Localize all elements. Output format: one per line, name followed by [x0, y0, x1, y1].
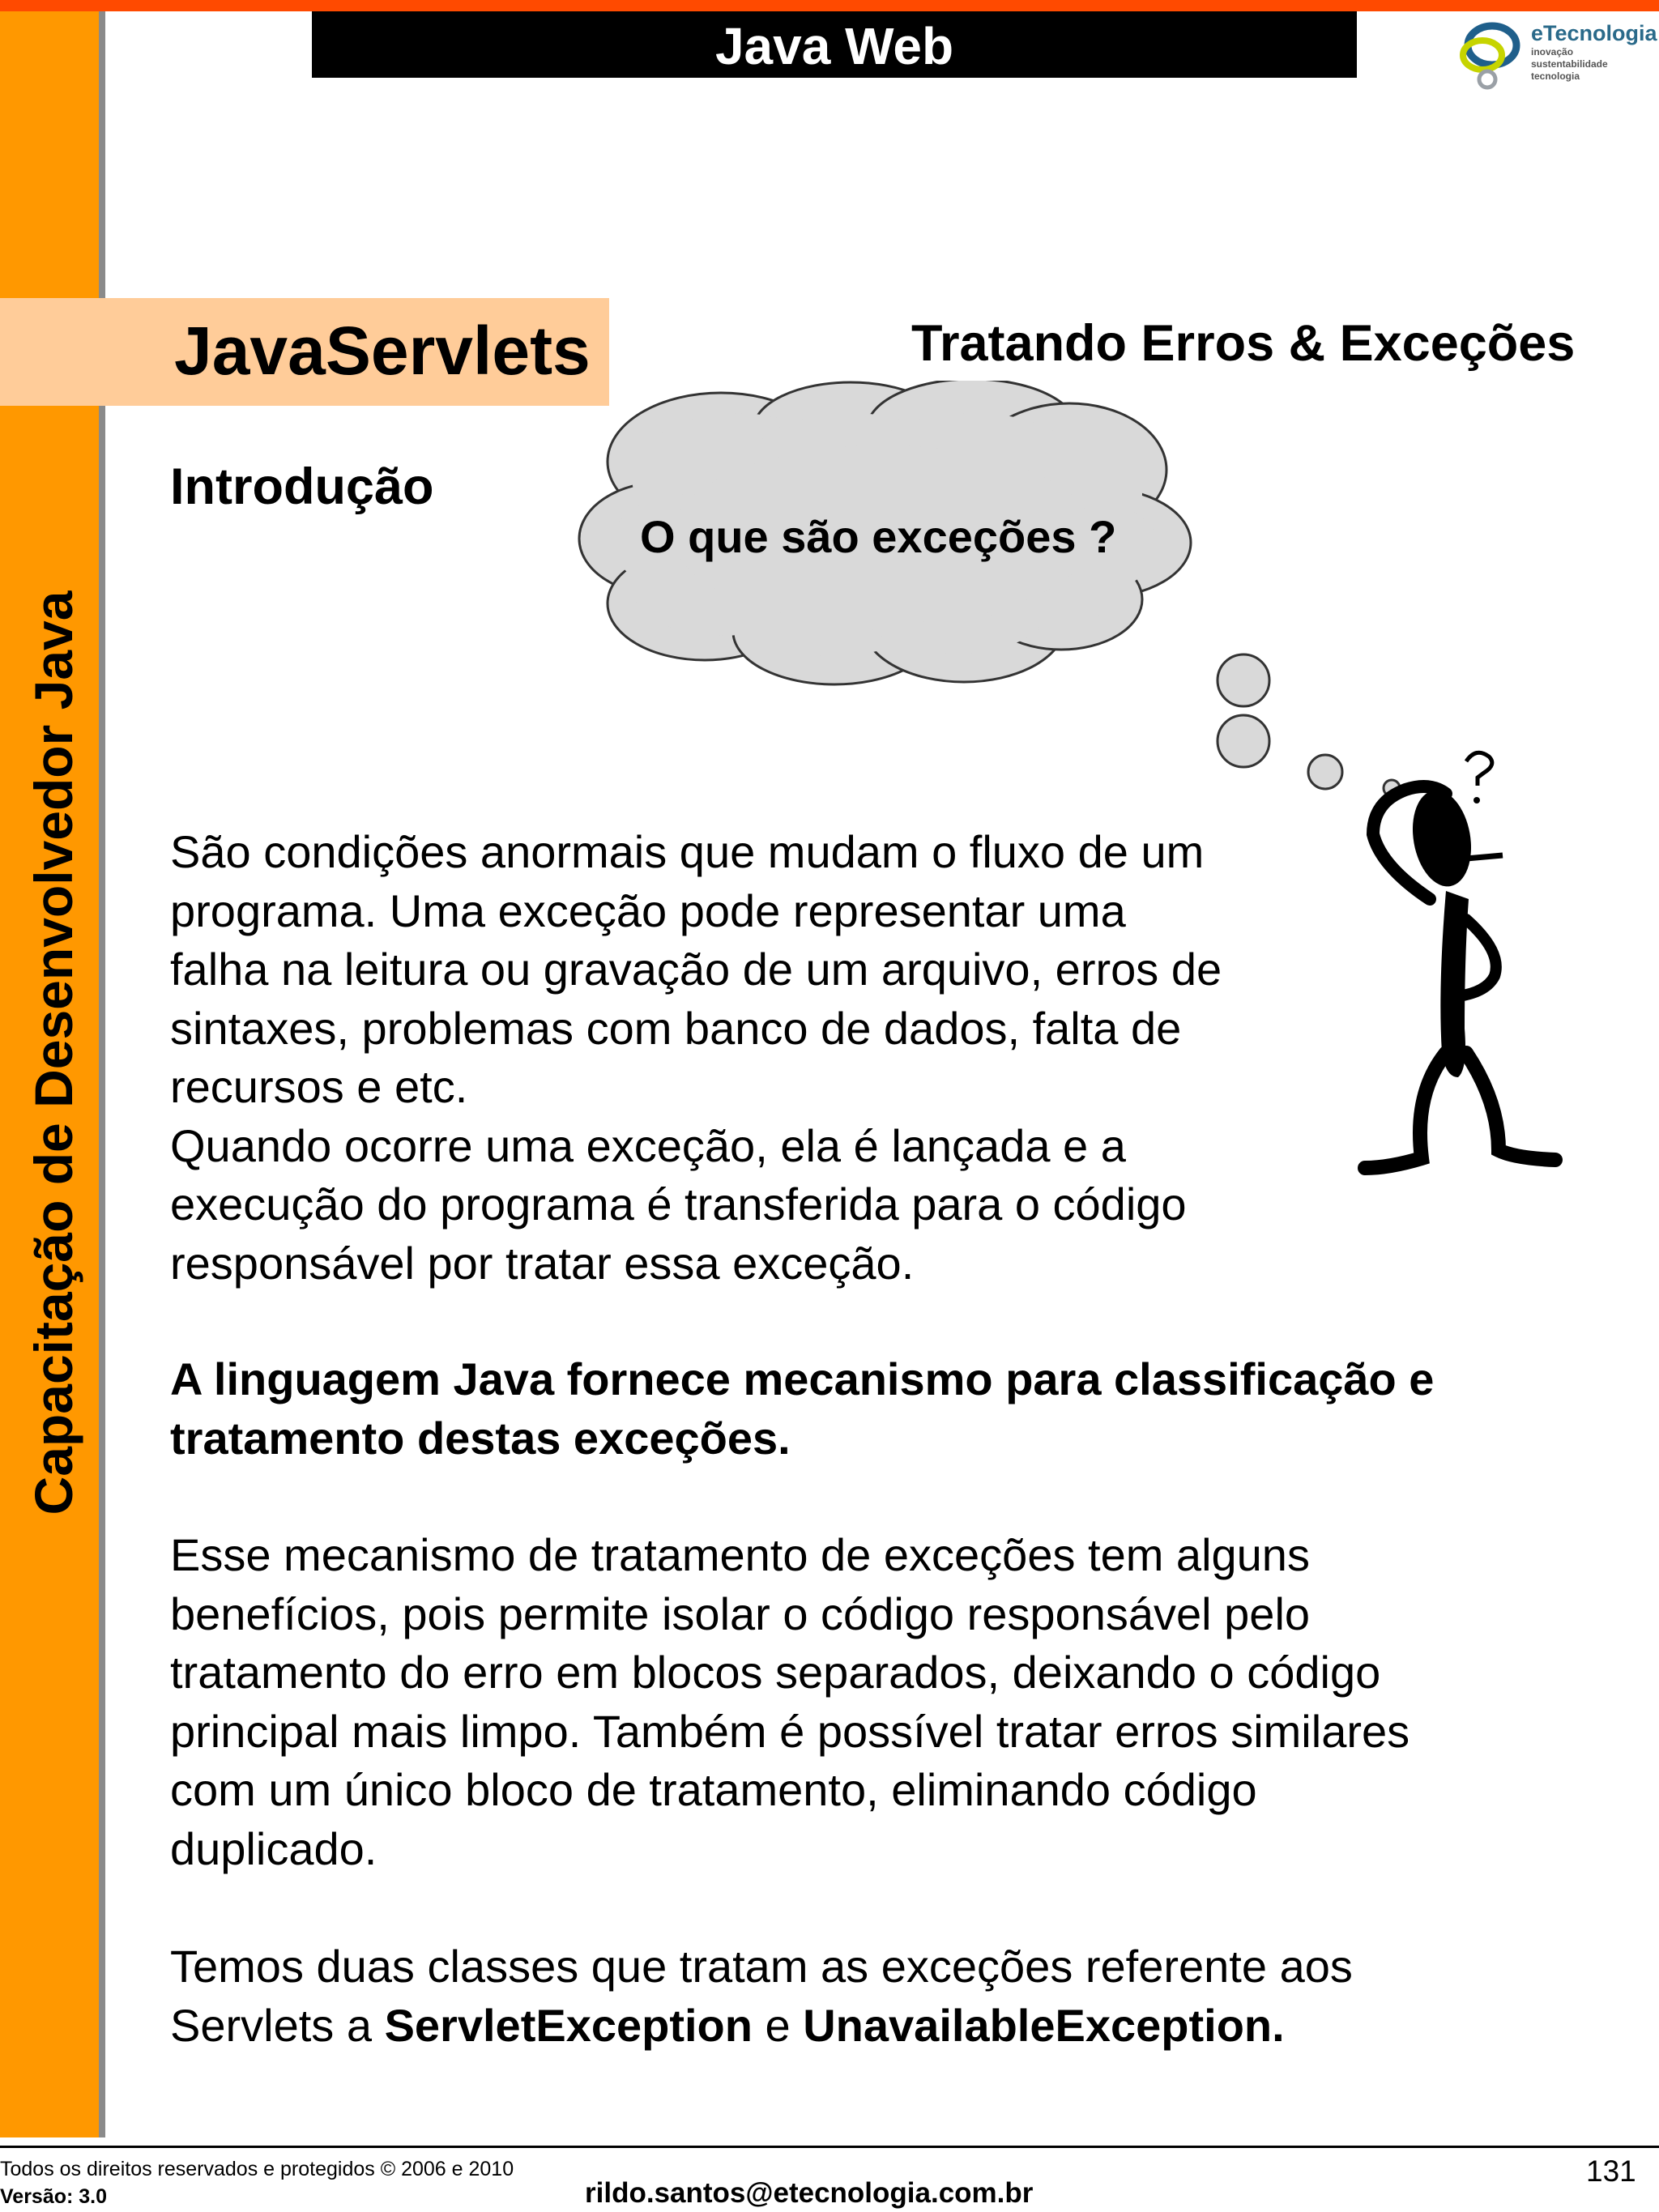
- paragraph-java-mechanism: [170, 1350, 1596, 1468]
- logo-brand: eTecnologia: [1531, 21, 1657, 45]
- text-line: Quando ocorre uma exceção, ela é lançada e a: [170, 1119, 1126, 1171]
- text-line: principal mais limpo. Também é possível tratar erros similares: [170, 1705, 1410, 1757]
- footer-copyright: Todos os direitos reservados e protegidos © 2006 e 2010: [0, 2158, 514, 2180]
- paragraph-definition: [170, 823, 1596, 1293]
- intro-heading: Introdução: [170, 458, 434, 515]
- classes-joiner: e: [752, 1999, 804, 2051]
- topic-title: Tratando Erros & Exceções: [911, 315, 1576, 372]
- text-line: execução do programa é transferida para o código: [170, 1178, 1187, 1230]
- unavailable-exception-class: UnavailableException.: [803, 1999, 1285, 2051]
- logo-tagline-3: tecnologia: [1531, 70, 1580, 82]
- text-line: com um único bloco de tratamento, eliminando código: [170, 1764, 1257, 1815]
- text-line: benefícios, pois permite isolar o código responsável pelo: [170, 1588, 1311, 1639]
- footer-divider: [0, 2146, 1659, 2148]
- text-line: tratamento destas exceções.: [170, 1412, 791, 1464]
- classes-prefix: Servlets a: [170, 1999, 385, 2051]
- text-line: A linguagem Java fornece mecanismo para classificação e: [170, 1353, 1435, 1404]
- footer-email: rildo.santos@etecnologia.com.br: [585, 2177, 1034, 2209]
- paragraph-benefits: [170, 1526, 1596, 1878]
- logo-tagline-2: sustentabilidade: [1531, 58, 1608, 70]
- page-number: 131: [1586, 2154, 1636, 2188]
- top-accent-strip: [0, 0, 1659, 11]
- text-line: duplicado.: [170, 1822, 377, 1874]
- text-line: Esse mecanismo de tratamento de exceções tem alguns: [170, 1529, 1310, 1580]
- text-line: responsável por tratar essa exceção.: [170, 1237, 915, 1289]
- text-line: programa. Uma exceção pode representar uma: [170, 884, 1126, 936]
- footer-version: Versão: 3.0: [0, 2185, 108, 2208]
- text-line: recursos e etc.: [170, 1061, 468, 1112]
- sidebar-course-title: Capacitação de Desenvolvedor Java: [23, 590, 83, 1515]
- paragraph-servlet-exceptions: [170, 1937, 1596, 2055]
- text-line: São condições anormais que mudam o fluxo de um: [170, 826, 1205, 877]
- thought-bubble-question: O que são exceções ?: [640, 511, 1117, 562]
- logo-tagline-1: inovação: [1531, 46, 1574, 58]
- text-line: tratamento do erro em blocos separados, deixando o código: [170, 1647, 1381, 1698]
- header-title: Java Web: [312, 11, 1357, 78]
- text-line: sintaxes, problemas com banco de dados, falta de: [170, 1002, 1182, 1054]
- thought-cloud-icon: [559, 381, 1288, 753]
- servlet-exception-class: ServletException: [384, 1999, 753, 2051]
- section-title: JavaServlets: [174, 313, 591, 389]
- text-line: Temos duas classes que tratam as exceções referente aos: [170, 1941, 1353, 1992]
- text-line: falha na leitura ou gravação de um arquivo, erros de: [170, 944, 1222, 995]
- logo-wordmark: [1531, 21, 1657, 83]
- text-line-classes: [170, 1997, 1596, 2056]
